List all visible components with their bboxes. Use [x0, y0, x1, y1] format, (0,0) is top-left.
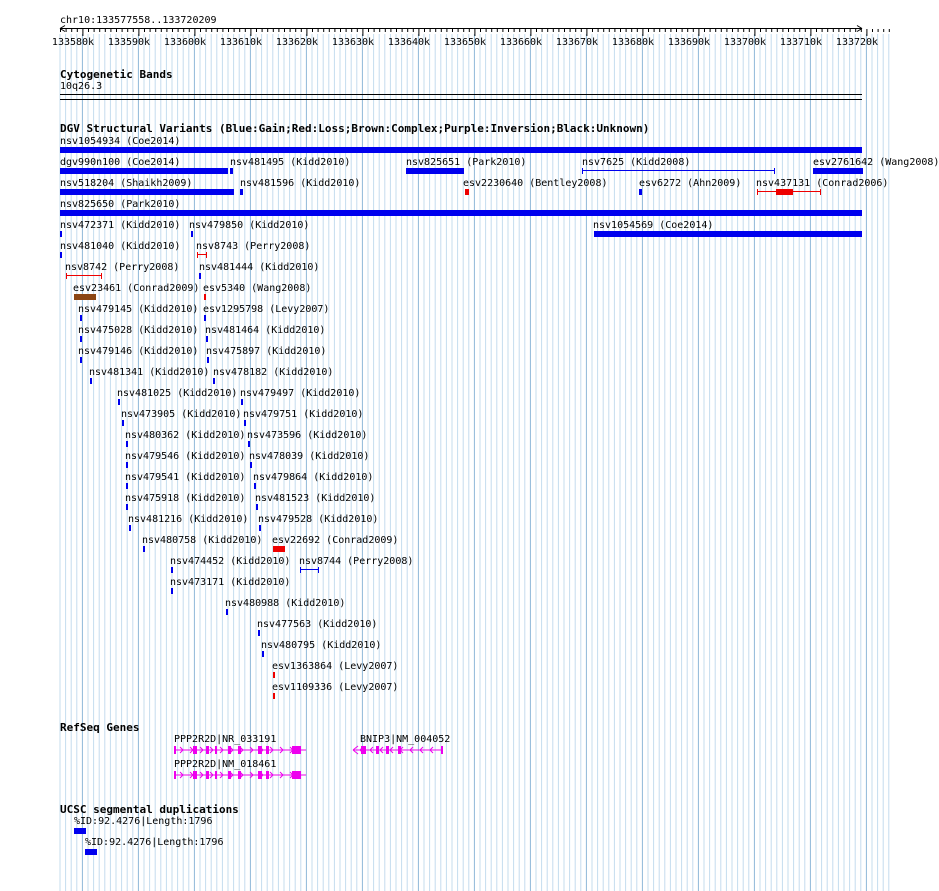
dgv-feature-label[interactable]: esv1109336 (Levy2007)	[272, 682, 399, 693]
dgv-feature-label[interactable]: nsv481040 (Kidd2010)	[60, 241, 181, 252]
gene-exon	[361, 746, 366, 754]
dgv-feature-bar	[240, 189, 243, 195]
dgv-feature-bar	[126, 462, 128, 468]
dgv-feature-label[interactable]: nsv8744 (Perry2008)	[299, 556, 414, 567]
dgv-feature-bar	[204, 294, 206, 300]
dgv-feature-glyph[interactable]	[813, 168, 863, 176]
dgv-feature-label[interactable]: nsv479751 (Kidd2010)	[243, 409, 364, 420]
strand-arrow-icon	[270, 747, 273, 753]
dgv-feature-bar	[60, 147, 862, 153]
dgv-feature-glyph[interactable]	[60, 252, 62, 260]
dgv-feature-bar	[204, 315, 206, 321]
dgv-feature-bar	[199, 273, 201, 279]
dgv-feature-glyph[interactable]	[171, 567, 173, 575]
dgv-feature-label[interactable]: nsv473171 (Kidd2010)	[170, 577, 291, 588]
dgv-feature-label[interactable]: nsv825650 (Park2010)	[60, 199, 181, 210]
dgv-feature-label[interactable]: nsv479146 (Kidd2010)	[78, 346, 199, 357]
cytoband-line-bottom	[60, 99, 862, 100]
dgv-feature-glyph[interactable]	[273, 693, 275, 701]
track-title-refseq: RefSeq Genes	[60, 721, 140, 734]
dgv-feature-bar	[171, 567, 173, 573]
dgv-feature-label[interactable]: nsv473905 (Kidd2010)	[121, 409, 242, 420]
dgv-feature-glyph[interactable]	[230, 168, 233, 176]
dgv-feature-label[interactable]: nsv478039 (Kidd2010)	[249, 451, 370, 462]
dgv-feature-endcap	[774, 168, 775, 174]
strand-arrow-icon	[250, 772, 253, 778]
dgv-feature-bar	[241, 399, 243, 405]
dgv-feature-bar	[230, 168, 233, 174]
dgv-feature-bar	[639, 189, 642, 195]
dgv-feature-label[interactable]: nsv481495 (Kidd2010)	[230, 157, 351, 168]
dgv-feature-glyph[interactable]	[74, 294, 96, 302]
dgv-feature-bar	[171, 588, 173, 594]
track-title-cytobands: Cytogenetic Bands	[60, 68, 173, 81]
dgv-feature-glyph[interactable]	[60, 210, 862, 218]
strand-arrow-icon	[180, 772, 183, 778]
dgv-feature-endcap	[197, 252, 198, 258]
ruler-tick-label: 133620k	[275, 37, 319, 48]
dgv-feature-label[interactable]: esv6272 (Ahn2009)	[639, 178, 742, 189]
dgv-feature-endcap	[318, 567, 319, 573]
gene-exon	[238, 746, 241, 754]
dgv-feature-glyph[interactable]	[262, 651, 264, 659]
dgv-feature-glyph[interactable]	[199, 273, 201, 281]
dgv-feature-label[interactable]: nsv1054569 (Coe2014)	[593, 220, 714, 231]
dgv-feature-glyph[interactable]	[191, 231, 193, 239]
dgv-feature-endcap	[300, 567, 301, 573]
dgv-feature-glyph[interactable]	[204, 315, 206, 323]
strand-arrow-icon	[210, 772, 213, 778]
gene-exon	[441, 746, 443, 754]
strand-arrow-icon	[353, 746, 358, 754]
strand-arrow-icon	[250, 747, 253, 753]
dgv-feature-glyph[interactable]	[126, 462, 128, 470]
dgv-feature-bar	[74, 294, 96, 300]
dgv-feature-bar	[143, 546, 145, 552]
dgv-feature-bar	[254, 483, 256, 489]
dgv-feature-bar	[122, 420, 124, 426]
dgv-feature-label[interactable]: nsv480362 (Kidd2010)	[125, 430, 246, 441]
dgv-feature-bar	[60, 210, 862, 216]
strand-arrow-icon	[240, 772, 243, 778]
strand-arrow-icon	[240, 747, 243, 753]
gene-label[interactable]: PPP2R2D|NM_018461	[174, 759, 277, 770]
dgv-feature-label[interactable]: nsv518204 (Shaikh2009)	[60, 178, 193, 189]
dgv-feature-label[interactable]: nsv473596 (Kidd2010)	[247, 430, 368, 441]
dgv-feature-label[interactable]: nsv480795 (Kidd2010)	[261, 640, 382, 651]
dgv-feature-label[interactable]: nsv1054934 (Coe2014)	[60, 136, 181, 147]
dgv-feature-glyph[interactable]	[639, 189, 642, 197]
dgv-feature-glyph[interactable]	[259, 525, 261, 533]
strand-arrow-icon	[360, 747, 363, 753]
dgv-feature-glyph[interactable]	[118, 399, 120, 407]
strand-arrow-icon	[230, 772, 233, 778]
dgv-feature-bar	[262, 651, 264, 657]
dgv-feature-bar	[248, 441, 250, 447]
segdup-feature[interactable]	[74, 828, 86, 834]
strand-arrow-icon	[200, 772, 203, 778]
dgv-feature-label[interactable]: nsv479497 (Kidd2010)	[240, 388, 361, 399]
dgv-feature-bar	[226, 609, 228, 615]
dgv-feature-glyph[interactable]	[465, 189, 469, 197]
dgv-feature-label[interactable]: nsv479528 (Kidd2010)	[258, 514, 379, 525]
strand-arrow-icon	[400, 747, 403, 753]
dgv-feature-glyph[interactable]	[60, 189, 234, 197]
dgv-feature-bar	[90, 378, 92, 384]
dgv-feature-label[interactable]: nsv478182 (Kidd2010)	[213, 367, 334, 378]
cytoband-line-top	[60, 94, 862, 95]
dgv-feature-label[interactable]: esv22692 (Conrad2009)	[272, 535, 399, 546]
gene-exon	[193, 771, 197, 779]
dgv-feature-label[interactable]: dgv990n100 (Coe2014)	[60, 157, 181, 168]
strand-arrow-icon	[290, 747, 293, 753]
cytoband-label[interactable]: 10q26.3	[60, 81, 103, 92]
strand-arrow-icon	[270, 772, 273, 778]
strand-arrow-icon	[380, 747, 383, 753]
dgv-feature-bar	[259, 525, 261, 531]
dgv-feature-bar	[273, 546, 285, 552]
strand-arrow-icon	[410, 747, 413, 753]
dgv-feature-line	[66, 275, 102, 276]
dgv-feature-label[interactable]: nsv472371 (Kidd2010)	[60, 220, 181, 231]
gene-exon	[174, 771, 176, 779]
dgv-feature-bar	[258, 630, 260, 636]
dgv-feature-label[interactable]: esv1295798 (Levy2007)	[203, 304, 330, 315]
strand-arrow-icon	[230, 747, 233, 753]
strand-arrow-icon	[260, 772, 263, 778]
dgv-feature-bar	[244, 420, 246, 426]
strand-arrow-icon	[210, 747, 213, 753]
dgv-feature-bar	[191, 231, 193, 237]
dgv-feature-glyph[interactable]	[240, 189, 243, 197]
strand-arrow-icon	[420, 747, 423, 753]
dgv-feature-glyph[interactable]	[126, 504, 128, 512]
ruler-tick-label: 133720k	[835, 37, 879, 48]
coordinate-ruler[interactable]	[0, 0, 890, 50]
dgv-feature-bar	[126, 504, 128, 510]
gene-model-bnip3[interactable]	[353, 746, 443, 754]
strand-arrow-icon	[280, 772, 283, 778]
dgv-feature-glyph[interactable]	[80, 357, 82, 365]
dgv-feature-label[interactable]: nsv481341 (Kidd2010)	[89, 367, 210, 378]
strand-arrow-icon	[220, 772, 223, 778]
dgv-feature-glyph[interactable]	[273, 672, 275, 680]
ruler-tick-label: 133660k	[499, 37, 543, 48]
dgv-feature-bar	[126, 441, 128, 447]
ruler-tick-label: 133630k	[331, 37, 375, 48]
strand-arrow-icon	[180, 747, 183, 753]
dgv-feature-endcap	[757, 189, 758, 195]
dgv-feature-label[interactable]: nsv481444 (Kidd2010)	[199, 262, 320, 273]
ruler-tick-label: 133590k	[107, 37, 151, 48]
dgv-feature-label[interactable]: nsv474452 (Kidd2010)	[170, 556, 291, 567]
gene-exon	[228, 771, 231, 779]
dgv-feature-glyph[interactable]	[90, 378, 92, 386]
dgv-feature-bar	[273, 693, 275, 699]
dgv-feature-bar	[813, 168, 863, 174]
dgv-feature-endcap	[820, 189, 821, 195]
dgv-feature-glyph[interactable]	[206, 336, 208, 344]
dgv-feature-label[interactable]: nsv481523 (Kidd2010)	[255, 493, 376, 504]
dgv-feature-label[interactable]: nsv481464 (Kidd2010)	[205, 325, 326, 336]
dgv-feature-glyph[interactable]	[126, 441, 128, 449]
gene-label[interactable]: PPP2R2D|NR_033191	[174, 734, 277, 745]
gene-exon	[193, 746, 197, 754]
dgv-feature-label[interactable]: nsv475918 (Kidd2010)	[125, 493, 246, 504]
dgv-feature-glyph[interactable]	[213, 378, 215, 386]
strand-arrow-icon	[190, 772, 193, 778]
dgv-feature-glyph[interactable]	[197, 252, 207, 260]
dgv-feature-glyph[interactable]	[80, 336, 82, 344]
dgv-feature-glyph[interactable]	[80, 315, 82, 323]
ruler-tick-label: 133600k	[163, 37, 207, 48]
dgv-feature-glyph[interactable]	[241, 399, 243, 407]
dgv-feature-glyph[interactable]	[60, 147, 862, 155]
dgv-feature-glyph[interactable]	[126, 483, 128, 491]
locus-label: chr10:133577558..133720209	[60, 15, 217, 26]
dgv-feature-label[interactable]: nsv477563 (Kidd2010)	[257, 619, 378, 630]
gene-exon	[398, 746, 401, 754]
dgv-feature-label[interactable]: esv1363864 (Levy2007)	[272, 661, 399, 672]
dgv-feature-bar	[126, 483, 128, 489]
dgv-feature-label[interactable]: esv23461 (Conrad2009)	[73, 283, 200, 294]
dgv-feature-glyph[interactable]	[122, 420, 124, 428]
dgv-feature-glyph[interactable]	[204, 294, 206, 302]
gene-exon	[206, 771, 209, 779]
dgv-feature-glyph[interactable]	[129, 525, 131, 533]
gene-exon	[266, 771, 269, 779]
gene-model-ppp2r2d-nr[interactable]	[174, 746, 306, 754]
ruler-tick-label: 133690k	[667, 37, 711, 48]
dgv-feature-bar	[256, 504, 258, 510]
dgv-feature-endcap	[206, 252, 207, 258]
dgv-feature-label[interactable]: esv5340 (Wang2008)	[203, 283, 312, 294]
dgv-feature-glyph[interactable]	[226, 609, 228, 617]
segdup-label[interactable]: %ID:92.4276|Length:1796	[85, 837, 224, 848]
dgv-feature-label[interactable]: nsv825651 (Park2010)	[406, 157, 527, 168]
dgv-feature-bar	[213, 378, 215, 384]
dgv-feature-glyph[interactable]	[248, 441, 250, 449]
dgv-feature-bar	[60, 168, 228, 174]
dgv-feature-bar	[60, 231, 62, 237]
dgv-feature-label[interactable]: nsv475028 (Kidd2010)	[78, 325, 199, 336]
ruler-tick-label: 133680k	[611, 37, 655, 48]
ruler-tick-label: 133700k	[723, 37, 767, 48]
dgv-feature-bar	[60, 252, 62, 258]
ruler-tick-label: 133640k	[387, 37, 431, 48]
segdup-feature[interactable]	[85, 849, 97, 855]
dgv-feature-bar	[206, 336, 208, 342]
gene-exon	[386, 746, 389, 754]
dgv-feature-label[interactable]: nsv8743 (Perry2008)	[196, 241, 311, 252]
dgv-feature-label[interactable]: nsv481025 (Kidd2010)	[117, 388, 238, 399]
dgv-feature-label[interactable]: esv2230640 (Bentley2008)	[463, 178, 608, 189]
dgv-feature-glyph[interactable]	[256, 504, 258, 512]
dgv-feature-label[interactable]: nsv481216 (Kidd2010)	[128, 514, 249, 525]
strand-arrow-icon	[290, 772, 293, 778]
strand-arrow-icon	[370, 747, 373, 753]
dgv-feature-label[interactable]: nsv480988 (Kidd2010)	[225, 598, 346, 609]
gene-exon	[292, 746, 301, 754]
dgv-feature-label[interactable]: esv2761642 (Wang2008)	[813, 157, 939, 168]
gene-model-ppp2r2d-nm[interactable]	[174, 771, 306, 779]
dgv-feature-bar	[406, 168, 464, 174]
dgv-feature-label[interactable]: nsv8742 (Perry2008)	[65, 262, 180, 273]
dgv-feature-glyph[interactable]	[254, 483, 256, 491]
dgv-feature-bar	[776, 189, 793, 195]
strand-arrow-icon	[220, 747, 223, 753]
ruler-tick-label: 133710k	[779, 37, 823, 48]
dgv-feature-endcap	[582, 168, 583, 174]
dgv-feature-bar	[80, 357, 82, 363]
dgv-feature-glyph[interactable]	[582, 168, 775, 176]
dgv-feature-glyph[interactable]	[244, 420, 246, 428]
dgv-feature-bar	[273, 672, 275, 678]
dgv-feature-line	[300, 569, 319, 570]
dgv-feature-glyph[interactable]	[60, 231, 62, 239]
gene-exon	[215, 771, 217, 779]
dgv-feature-bar	[60, 189, 234, 195]
dgv-feature-label[interactable]: nsv481596 (Kidd2010)	[240, 178, 361, 189]
dgv-feature-endcap	[66, 273, 67, 279]
dgv-feature-bar	[594, 231, 862, 237]
gene-exon	[266, 746, 269, 754]
ruler-tick-label: 133670k	[555, 37, 599, 48]
strand-arrow-icon	[430, 747, 433, 753]
gene-exon	[258, 746, 262, 754]
strand-arrow-icon	[260, 747, 263, 753]
dgv-feature-label[interactable]: nsv479145 (Kidd2010)	[78, 304, 199, 315]
strand-arrow-icon	[280, 747, 283, 753]
gene-exon	[292, 771, 301, 779]
dgv-feature-label[interactable]: nsv479541 (Kidd2010)	[125, 472, 246, 483]
dgv-feature-glyph[interactable]	[406, 168, 464, 176]
segdup-label[interactable]: %ID:92.4276|Length:1796	[74, 816, 213, 827]
dgv-feature-glyph[interactable]	[60, 168, 228, 176]
dgv-feature-glyph[interactable]	[143, 546, 145, 554]
gene-exon	[174, 746, 176, 754]
track-title-segdups: UCSC segmental duplications	[60, 803, 239, 816]
dgv-feature-bar	[207, 357, 209, 363]
strand-arrow-icon	[190, 747, 193, 753]
dgv-feature-label[interactable]: nsv479546 (Kidd2010)	[125, 451, 246, 462]
dgv-feature-label[interactable]: nsv479850 (Kidd2010)	[189, 220, 310, 231]
dgv-feature-glyph[interactable]	[757, 189, 821, 197]
gene-exon	[206, 746, 209, 754]
dgv-feature-glyph[interactable]	[273, 546, 285, 554]
dgv-feature-label[interactable]: nsv437131 (Conrad2006)	[756, 178, 889, 189]
ruler-tick-label: 133610k	[219, 37, 263, 48]
ruler-tick-label: 133580k	[51, 37, 95, 48]
dgv-feature-label[interactable]: nsv480758 (Kidd2010)	[142, 535, 263, 546]
dgv-feature-bar	[80, 336, 82, 342]
gene-exon	[228, 746, 231, 754]
dgv-feature-bar	[129, 525, 131, 531]
strand-arrow-icon	[200, 747, 203, 753]
gene-exon	[238, 771, 241, 779]
dgv-feature-line	[582, 170, 775, 171]
gene-label[interactable]: BNIP3|NM_004052	[360, 734, 451, 745]
dgv-feature-label[interactable]: nsv479864 (Kidd2010)	[253, 472, 374, 483]
dgv-feature-glyph[interactable]	[250, 462, 252, 470]
ruler-tick-label: 133650k	[443, 37, 487, 48]
dgv-feature-glyph[interactable]	[258, 630, 260, 638]
dgv-feature-bar	[250, 462, 252, 468]
dgv-feature-glyph[interactable]	[300, 567, 319, 575]
dgv-feature-bar	[118, 399, 120, 405]
gene-exon	[215, 746, 217, 754]
dgv-feature-label[interactable]: nsv7625 (Kidd2008)	[582, 157, 691, 168]
gene-exon	[258, 771, 262, 779]
strand-arrow-icon	[390, 747, 393, 753]
dgv-feature-glyph[interactable]	[66, 273, 102, 281]
dgv-feature-glyph[interactable]	[594, 231, 862, 239]
dgv-feature-bar	[465, 189, 469, 195]
dgv-feature-glyph[interactable]	[171, 588, 173, 596]
dgv-feature-bar	[80, 315, 82, 321]
gene-exon	[376, 746, 379, 754]
dgv-feature-endcap	[101, 273, 102, 279]
dgv-feature-glyph[interactable]	[207, 357, 209, 365]
track-title-dgv: DGV Structural Variants (Blue:Gain;Red:Loss;Brown:Complex;Purple:Inversion;Black:Unknown)	[60, 122, 650, 135]
dgv-feature-label[interactable]: nsv475897 (Kidd2010)	[206, 346, 327, 357]
